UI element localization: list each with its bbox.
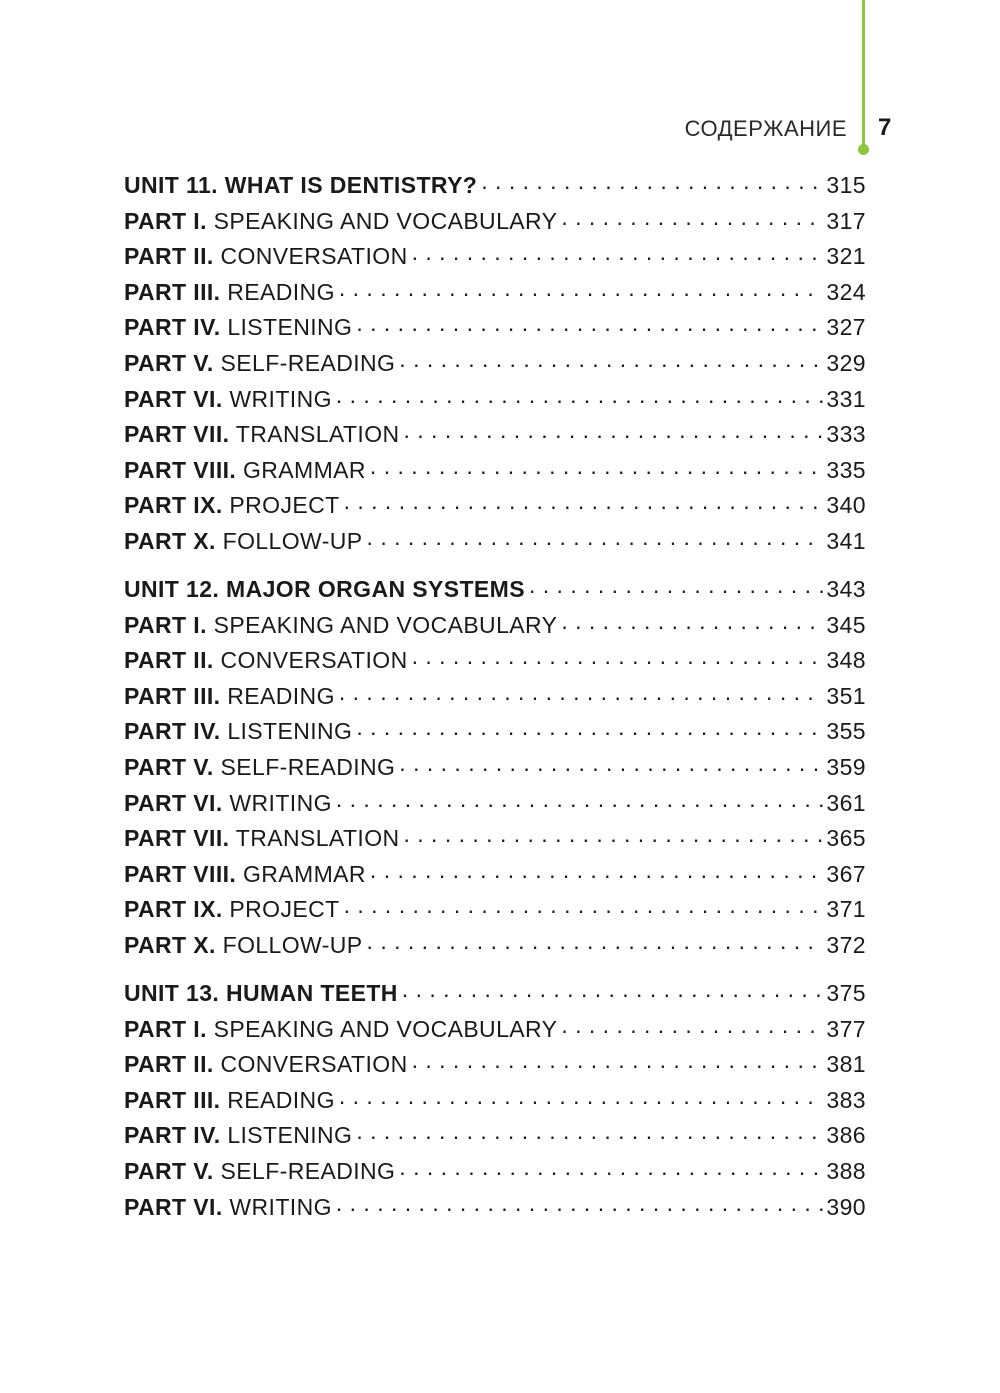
toc-part-entry[interactable]: [124, 1085, 866, 1121]
part-label: [124, 1158, 395, 1185]
part-title: TRANSLATION: [235, 825, 400, 852]
part-number: PART I.: [124, 611, 207, 638]
toc-unit-entry[interactable]: [124, 978, 866, 1014]
toc-part-entry[interactable]: [124, 681, 866, 717]
dot-leader: [412, 1049, 824, 1072]
part-page-number: 327: [826, 314, 866, 341]
part-title: CONVERSATION: [220, 647, 408, 674]
dot-leader: [344, 490, 824, 513]
toc-unit-entry[interactable]: [124, 574, 866, 610]
toc-part-entry[interactable]: [124, 645, 866, 681]
part-label: [124, 421, 400, 448]
part-number: PART V.: [124, 349, 214, 376]
toc-part-entry[interactable]: [124, 348, 866, 384]
dot-leader: [339, 1085, 824, 1108]
part-label: [124, 279, 335, 306]
toc-part-entry[interactable]: [124, 859, 866, 895]
part-page-number: 377: [826, 1015, 866, 1042]
dot-leader: [412, 241, 824, 264]
part-page-number: 388: [826, 1158, 866, 1185]
part-number: PART II.: [124, 243, 214, 270]
part-title: SELF-READING: [220, 349, 396, 376]
part-label: [124, 861, 366, 888]
part-label: [124, 208, 557, 235]
part-title: PROJECT: [229, 492, 340, 519]
part-label: [124, 825, 400, 852]
part-number: PART I.: [124, 207, 207, 234]
toc-part-entry[interactable]: [124, 1192, 866, 1228]
part-label: [124, 1194, 332, 1221]
part-page-number: 359: [826, 754, 866, 780]
part-label: [124, 754, 395, 781]
part-page-number: 361: [826, 789, 866, 816]
dot-leader: [399, 1156, 823, 1179]
part-title: READING: [227, 682, 335, 709]
part-title: PROJECT: [229, 896, 340, 923]
part-number: PART VII.: [124, 825, 230, 852]
part-number: PART VIII.: [124, 860, 237, 887]
toc-part-entry[interactable]: [124, 716, 866, 752]
part-number: PART V.: [124, 1158, 214, 1185]
part-number: PART VIII.: [124, 456, 237, 483]
part-title: SPEAKING AND VOCABULARY: [213, 207, 558, 234]
part-page-number: 367: [826, 860, 866, 887]
part-page-number: 371: [826, 896, 866, 923]
page-number: 7: [878, 114, 892, 141]
toc-part-entry[interactable]: [124, 1120, 866, 1156]
part-label: [124, 612, 557, 639]
unit-page-number: 315: [826, 172, 866, 198]
part-number: PART VI.: [124, 789, 223, 816]
unit-title: UNIT 13. HUMAN TEETH: [124, 980, 398, 1007]
part-label: [124, 896, 340, 923]
toc-part-entry[interactable]: [124, 610, 866, 646]
part-number: PART I.: [124, 1015, 207, 1042]
dot-leader: [356, 1120, 823, 1143]
dot-leader: [402, 978, 824, 1001]
toc-part-entry[interactable]: [124, 419, 866, 455]
part-title: WRITING: [229, 789, 332, 816]
part-title: LISTENING: [227, 718, 353, 745]
part-page-number: 381: [826, 1051, 866, 1078]
part-title: WRITING: [229, 1193, 332, 1220]
dot-leader: [367, 526, 824, 549]
accent-dot: [858, 144, 869, 155]
dot-leader: [344, 894, 824, 917]
dot-leader: [404, 823, 824, 846]
part-number: PART IV.: [124, 718, 221, 745]
dot-leader: [367, 930, 824, 953]
part-page-number: 383: [826, 1086, 866, 1113]
part-page-number: 335: [826, 456, 866, 483]
part-number: PART IX.: [124, 492, 223, 519]
toc-part-entry[interactable]: [124, 384, 866, 420]
part-page-number: 355: [826, 718, 866, 745]
toc-part-entry[interactable]: [124, 277, 866, 313]
part-number: PART VI.: [124, 1193, 223, 1220]
part-page-number: 390: [826, 1193, 866, 1220]
part-title: GRAMMAR: [243, 456, 366, 483]
toc-part-entry[interactable]: [124, 1014, 866, 1050]
part-number: PART II.: [124, 1051, 214, 1078]
part-title: LISTENING: [227, 314, 353, 341]
part-title: READING: [227, 1086, 335, 1113]
part-label: [124, 718, 352, 745]
part-number: PART X.: [124, 527, 216, 554]
toc-part-entry[interactable]: [124, 1156, 866, 1192]
part-label: [124, 647, 408, 674]
dot-leader: [561, 1014, 823, 1037]
part-page-number: 333: [826, 421, 866, 448]
dot-leader: [370, 859, 824, 882]
part-label: [124, 1087, 335, 1114]
part-label: [124, 243, 408, 270]
part-title: CONVERSATION: [220, 1051, 408, 1078]
part-label: [124, 314, 352, 341]
part-label: [124, 492, 340, 519]
dot-leader: [529, 574, 823, 597]
running-head: СОДЕРЖАНИЕ: [684, 116, 847, 141]
part-page-number: 365: [826, 825, 866, 852]
unit-title: UNIT 11. WHAT IS DENTISTRY?: [124, 172, 478, 198]
part-number: PART IV.: [124, 1122, 221, 1149]
dot-leader: [339, 277, 824, 300]
part-page-number: 341: [826, 527, 866, 554]
part-number: PART III.: [124, 278, 221, 305]
part-title: CONVERSATION: [220, 243, 408, 270]
part-page-number: 348: [826, 647, 866, 674]
part-number: PART X.: [124, 931, 216, 958]
dot-leader: [336, 384, 824, 407]
part-label: [124, 1122, 352, 1149]
toc-part-entry[interactable]: [124, 930, 866, 966]
part-number: PART VI.: [124, 385, 223, 412]
part-label: [124, 1016, 557, 1043]
part-number: PART V.: [124, 754, 214, 780]
dot-leader: [356, 716, 823, 739]
part-page-number: 331: [826, 385, 866, 412]
part-title: READING: [227, 278, 335, 305]
part-label: [124, 457, 366, 484]
part-page-number: 324: [826, 278, 866, 305]
part-number: PART III.: [124, 682, 221, 709]
dot-leader: [561, 206, 823, 229]
table-of-contents: [124, 170, 866, 1240]
part-page-number: 321: [826, 243, 866, 270]
dot-leader: [356, 312, 823, 335]
unit-block: [124, 170, 866, 562]
part-title: TRANSLATION: [235, 421, 400, 448]
dot-leader: [412, 645, 824, 668]
part-title: SPEAKING AND VOCABULARY: [213, 611, 558, 638]
dot-leader: [399, 752, 823, 775]
toc-part-entry[interactable]: [124, 752, 866, 788]
part-number: PART VII.: [124, 421, 230, 448]
dot-leader: [339, 681, 824, 704]
dot-leader: [481, 170, 823, 193]
part-title: WRITING: [229, 385, 332, 412]
part-number: PART II.: [124, 647, 214, 674]
part-page-number: 345: [826, 611, 866, 638]
toc-part-entry[interactable]: [124, 490, 866, 526]
part-number: PART IX.: [124, 896, 223, 923]
dot-leader: [336, 788, 824, 811]
part-label: [124, 350, 395, 377]
part-title: LISTENING: [227, 1122, 353, 1149]
part-label: [124, 386, 332, 413]
toc-part-entry[interactable]: [124, 823, 866, 859]
part-label: [124, 528, 363, 555]
unit-block: [124, 574, 866, 966]
accent-vertical-line: [862, 0, 865, 148]
dot-leader: [370, 455, 824, 478]
toc-unit-entry[interactable]: [124, 170, 866, 206]
toc-part-entry[interactable]: [124, 455, 866, 491]
part-title: SELF-READING: [220, 754, 396, 780]
dot-leader: [336, 1192, 824, 1215]
toc-part-entry[interactable]: [124, 241, 866, 277]
part-label: [124, 790, 332, 817]
part-page-number: 340: [826, 492, 866, 519]
part-title: FOLLOW-UP: [222, 527, 363, 554]
unit-block: [124, 978, 866, 1227]
toc-part-entry[interactable]: [124, 894, 866, 930]
toc-part-entry[interactable]: [124, 1049, 866, 1085]
part-page-number: 386: [826, 1122, 866, 1149]
dot-leader: [561, 610, 823, 633]
toc-part-entry[interactable]: [124, 206, 866, 242]
part-label: [124, 932, 363, 959]
part-number: PART IV.: [124, 314, 221, 341]
part-number: PART III.: [124, 1086, 221, 1113]
part-title: GRAMMAR: [243, 860, 366, 887]
part-page-number: 351: [826, 682, 866, 709]
part-label: [124, 1051, 408, 1078]
dot-leader: [404, 419, 824, 442]
unit-title: UNIT 12. MAJOR ORGAN SYSTEMS: [124, 576, 525, 603]
part-title: SPEAKING AND VOCABULARY: [213, 1015, 558, 1042]
unit-page-number: 343: [826, 576, 866, 603]
toc-part-entry[interactable]: [124, 312, 866, 348]
part-page-number: 317: [826, 207, 866, 234]
part-label: [124, 683, 335, 710]
toc-part-entry[interactable]: [124, 526, 866, 562]
part-page-number: 329: [826, 349, 866, 376]
unit-page-number: 375: [826, 980, 866, 1007]
part-page-number: 372: [826, 931, 866, 958]
dot-leader: [399, 348, 823, 371]
toc-part-entry[interactable]: [124, 788, 866, 824]
part-title: FOLLOW-UP: [222, 931, 363, 958]
part-title: SELF-READING: [220, 1158, 396, 1185]
